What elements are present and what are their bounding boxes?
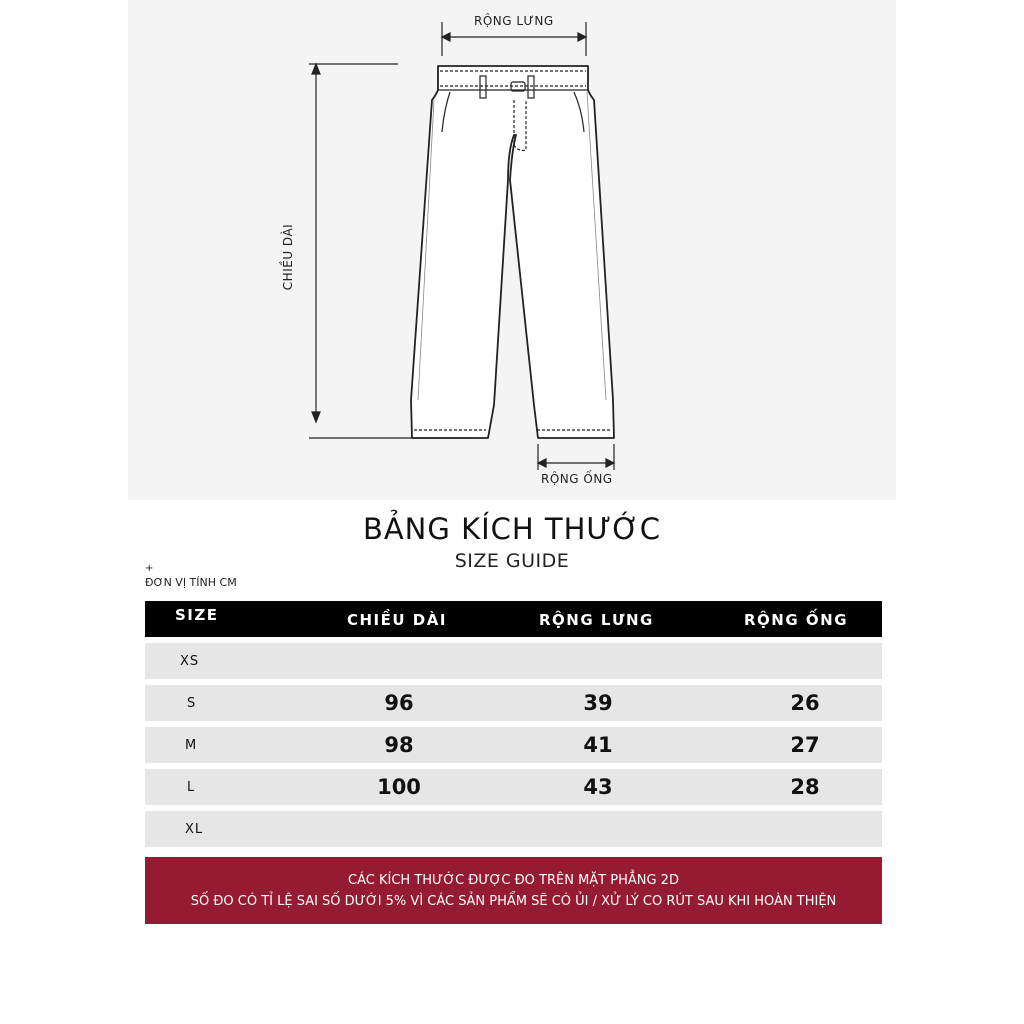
length-dimension-label: CHIỀU DÀI <box>281 223 295 291</box>
size-cell: XL <box>185 822 204 837</box>
waist-cell: 43 <box>583 775 613 799</box>
table-row <box>145 811 882 847</box>
note-line-1: CÁC KÍCH THƯỚC ĐƯỢC ĐO TRÊN MẶT PHẲNG 2D <box>348 873 679 888</box>
size-cell: M <box>185 738 198 753</box>
leg-cell: 27 <box>790 733 820 757</box>
length-cell: 96 <box>384 691 414 715</box>
leg-cell: 28 <box>790 775 820 799</box>
leg-opening-dimension-label: RỘNG ỐNG <box>541 472 613 486</box>
size-cell: L <box>187 780 196 795</box>
table-row <box>145 685 882 721</box>
page-title: BẢNG KÍCH THƯỚC <box>362 512 662 546</box>
page-subtitle: SIZE GUIDE <box>454 550 570 572</box>
waist-cell: 39 <box>583 691 613 715</box>
length-cell: 100 <box>377 775 421 799</box>
size-cell: S <box>187 696 197 711</box>
header-waist: RỘNG LƯNG <box>539 611 654 629</box>
table-row <box>145 643 882 679</box>
pants-illustration <box>128 0 896 500</box>
waist-cell: 41 <box>583 733 613 757</box>
size-cell: XS <box>180 654 200 669</box>
header-size: SIZE <box>175 606 219 624</box>
header-length: CHIỀU DÀI <box>347 611 447 629</box>
size-table <box>145 601 882 847</box>
table-row <box>145 727 882 763</box>
leg-cell: 26 <box>790 691 820 715</box>
unit-marker: + <box>145 563 154 574</box>
table-row <box>145 769 882 805</box>
unit-label: ĐƠN VỊ TÍNH CM <box>145 576 237 589</box>
table-header <box>145 601 882 637</box>
measurement-note-banner <box>145 857 882 924</box>
waist-dimension-label: RỘNG LƯNG <box>474 14 554 28</box>
pants-diagram <box>128 0 896 500</box>
note-line-2: SỐ ĐO CÓ TỈ LỆ SAI SỐ DƯỚI 5% VÌ CÁC SẢN PHẨM SẼ CÓ ỦI / XỬ LÝ CO RÚT SAU KHI HOÀN THIỆN <box>190 894 837 909</box>
header-leg-opening: RỘNG ỐNG <box>744 611 849 629</box>
length-cell: 98 <box>384 733 414 757</box>
